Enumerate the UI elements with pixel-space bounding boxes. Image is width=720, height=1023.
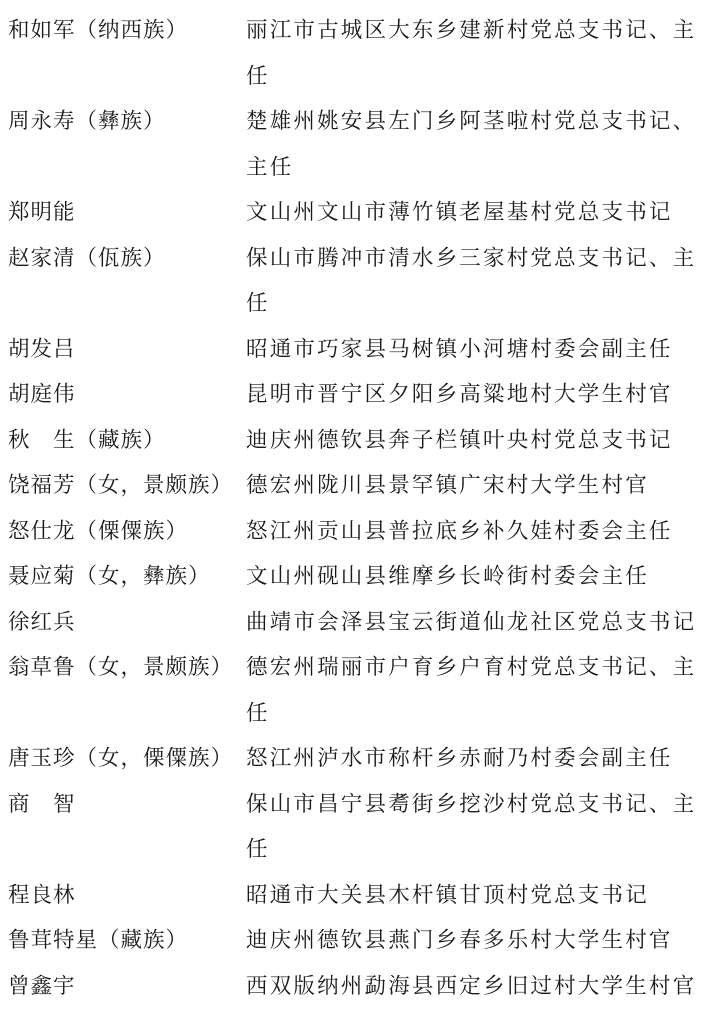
person-position: 昆明市晋宁区夕阳乡高粱地村大学生村官 [246,382,673,407]
list-item [0,873,720,919]
person-position: 楚雄州姚安县左门乡阿茎啦村党总支书记、主任 [246,109,697,180]
person-name: 周永寿（彝族） [8,109,166,134]
person-name: 胡庭伟 [8,382,76,407]
list-item [0,554,720,600]
list-item [0,782,720,873]
person-name: 秋 生（藏族） [8,427,166,453]
person-position: 西双版纳州勐海县西定乡旧过村大学生村官 [246,973,697,999]
person-position: 德宏州陇川县景罕镇广宋村大学生村官 [246,473,649,498]
person-position: 怒江州贡山县普拉底乡补久娃村委会主任 [246,518,673,544]
person-position: 昭通市巧家县马树镇小河塘村委会副主任 [246,336,673,362]
list-item [0,463,720,509]
person-name: 翁草鲁（女，景颇族） [8,655,234,680]
person-name: 聂应菊（女，彝族） [8,564,211,589]
person-position: 德宏州瑞丽市户育乡户育村党总支书记、主任 [246,655,697,726]
person-name: 商 智 [8,791,76,817]
person-position: 文山州砚山县维摩乡长岭街村委会主任 [246,564,649,589]
list-item [0,600,720,646]
person-name: 徐红兵 [8,609,76,635]
person-position: 曲靖市会泽县宝云街道仙龙社区党总支书记 [246,609,697,635]
person-name: 郑明能 [8,200,76,225]
person-name: 饶福芳（女，景颇族） [8,473,234,498]
list-item [0,236,720,327]
person-name: 和如军（纳西族） [8,18,189,43]
person-position: 文山州文山市薄竹镇老屋基村党总支书记 [246,200,673,225]
list-item [0,99,720,190]
list-item [0,736,720,782]
person-name: 唐玉珍（女，傈僳族） [8,746,234,771]
person-name: 赵家清（佤族） [8,245,166,271]
person-name: 胡发吕 [8,336,76,362]
list-item [0,190,720,236]
person-name: 怒仕龙（傈僳族） [8,518,189,544]
person-position: 保山市腾冲市清水乡三家村党总支书记、主任 [246,245,697,316]
list-item [0,418,720,464]
person-name: 程良林 [8,882,76,908]
list-item [0,918,720,964]
list-item [0,509,720,555]
person-position: 昭通市大关县木杆镇甘顶村党总支书记 [246,882,649,908]
person-position: 迪庆州德钦县奔子栏镇叶央村党总支书记 [246,427,673,453]
list-item [0,327,720,373]
person-name: 曾鑫宇 [8,973,76,999]
person-position: 迪庆州德钦县燕门乡春多乐村大学生村官 [246,928,673,953]
list-item [0,645,720,736]
person-name: 鲁茸特星（藏族） [8,928,189,953]
person-position: 怒江州泸水市称杆乡赤耐乃村委会副主任 [246,746,673,771]
list-item [0,964,720,1010]
list-item [0,8,720,99]
list-item [0,372,720,418]
person-position: 丽江市古城区大东乡建新村党总支书记、主任 [246,18,697,89]
person-position: 保山市昌宁县耈街乡挖沙村党总支书记、主任 [246,791,697,862]
